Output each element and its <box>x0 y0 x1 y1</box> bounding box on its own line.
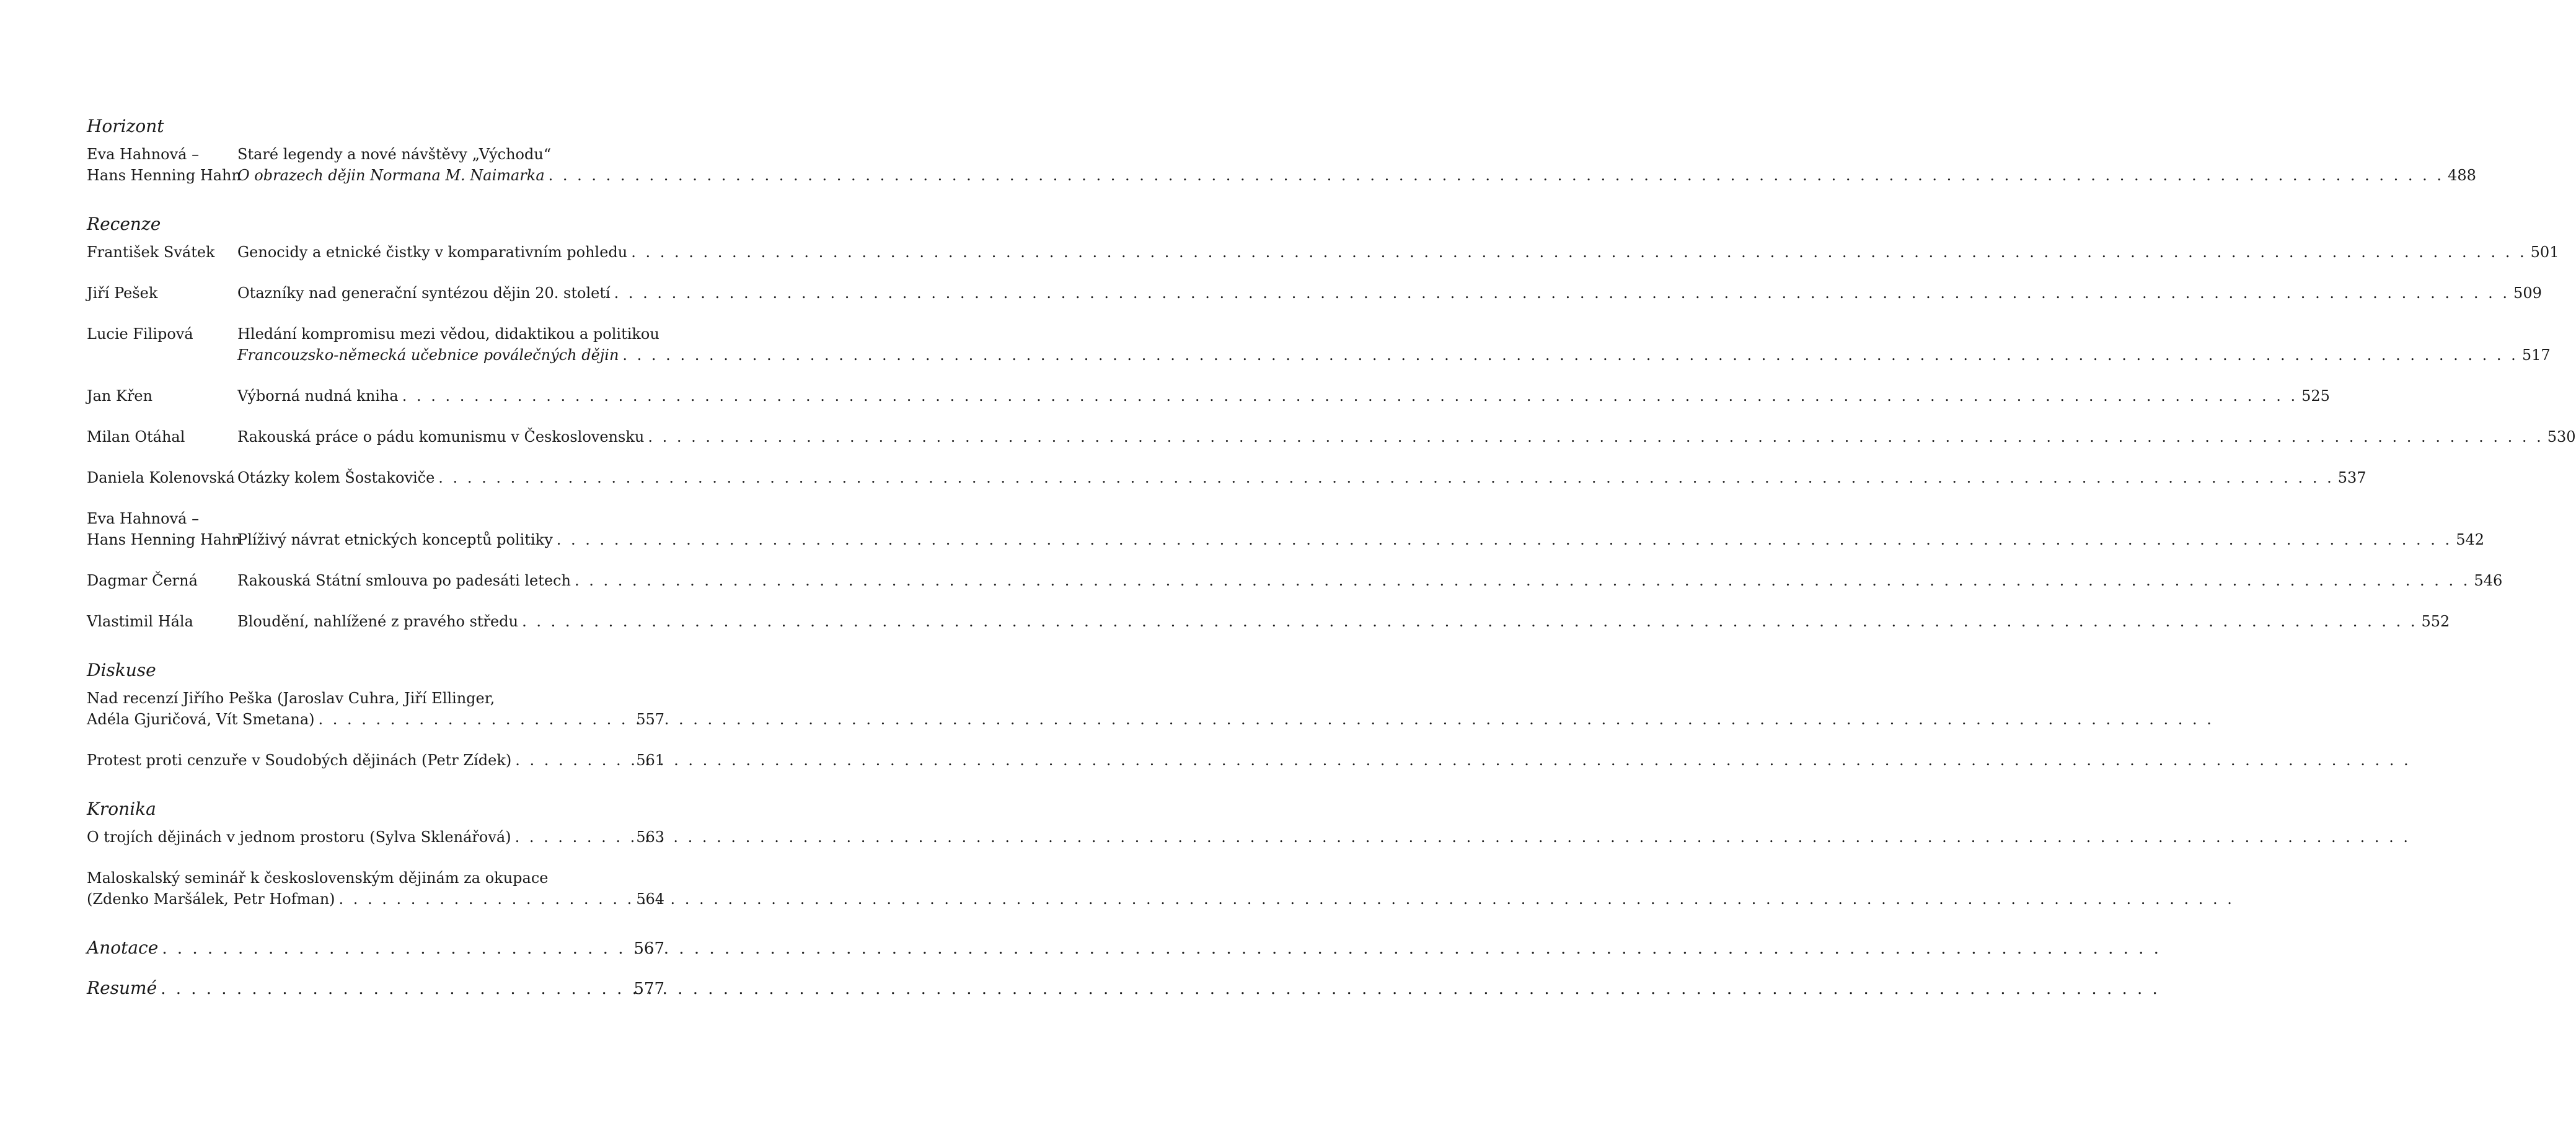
toc-entry[interactable]: Maloskalský seminář k československým dějinám za okupace (Zdenko Maršálek, Petr Hofman) . . . 564 <box>87 867 664 910</box>
page-number: 577 <box>633 980 664 998</box>
page-number: 567 <box>633 939 664 958</box>
toc-entry[interactable]: O trojích dějinách v jednom prostoru (Sylva Sklenářová) . . . 563 <box>87 827 664 848</box>
toc-entry[interactable] <box>87 570 2503 591</box>
toc-entry[interactable] <box>87 508 2484 550</box>
entry-title: Genocidy a etnické čistky v komparativním pohledu <box>237 244 628 261</box>
entry-authors: Eva Hahnová – Hans Henning Hahn <box>87 510 241 548</box>
entry-authors: Eva Hahnová – Hans Henning Hahn <box>87 146 241 184</box>
toc-entry[interactable] <box>87 611 2450 632</box>
section-kronika <box>87 798 664 910</box>
section-title: Resumé <box>87 978 157 998</box>
page-number: 542 <box>2456 531 2484 548</box>
page-number: 552 <box>2421 613 2450 630</box>
section-title: Diskuse <box>87 660 156 680</box>
section-title: Anotace <box>87 937 159 958</box>
section-title: Recenze <box>87 214 161 234</box>
entry-title: Staré legendy a nové návštěvy „Východu“ O obrazech dějin Normana M. Naimarka . . . 488 <box>237 144 2476 186</box>
section-title: Horizont <box>87 116 164 136</box>
entry-author: Jiří Pešek <box>87 284 158 302</box>
entry-author: Jan Křen <box>87 387 153 405</box>
toc-entry-resume[interactable] <box>87 977 664 1000</box>
section-diskuse <box>87 659 664 771</box>
toc-entry-anotace[interactable] <box>87 937 664 960</box>
toc-entry[interactable]: Protest proti cenzuře v Soudobých dějinách (Petr Zídek) . . . 561 <box>87 750 664 771</box>
toc-entry[interactable] <box>87 283 2542 304</box>
entry-title: Bloudění, nahlížené z pravého středu <box>237 613 519 630</box>
entry-author: Dagmar Černá <box>87 572 198 589</box>
toc-entry[interactable] <box>87 467 2366 488</box>
entry-title: Rakouská práce o pádu komunismu v Československu <box>237 428 645 445</box>
section-recenze <box>87 213 2576 632</box>
entry-title: Otazníky nad generační syntézou dějin 20. století <box>237 284 611 302</box>
entry-title: Hledání kompromisu mezi vědou, didaktikou a politikou Francouzsko-německá učebnice poválečných dějin . . . 517 <box>237 323 2551 366</box>
entry-author: Daniela Kolenovská <box>87 469 235 486</box>
page-number: 488 <box>2448 167 2476 184</box>
entry-author: Lucie Filipová <box>87 325 193 343</box>
page-number: 525 <box>2301 387 2330 405</box>
entry-title: Plíživý návrat etnických konceptů politiky <box>237 531 553 548</box>
entry-title: Rakouská Státní smlouva po padesáti letech <box>237 572 571 589</box>
entry-title: Otázky kolem Šostakoviče <box>237 469 435 486</box>
toc-entry[interactable] <box>87 242 2559 263</box>
section-horizont <box>87 115 2476 186</box>
leader-dots <box>549 165 2444 186</box>
entry-author: František Svátek <box>87 244 215 261</box>
toc-entry[interactable] <box>87 323 2551 366</box>
page-number: 530 <box>2547 428 2576 445</box>
toc-entry[interactable] <box>87 426 2576 447</box>
page-number: 537 <box>2337 469 2366 486</box>
toc-entry[interactable] <box>87 385 2330 406</box>
page-number: 501 <box>2530 244 2559 261</box>
page-number: 546 <box>2474 572 2503 589</box>
toc-entry[interactable]: Nad recenzí Jiřího Peška (Jaroslav Cuhra, Jiří Ellinger, Adéla Gjuričová, Vít Smetana) . . . 557 <box>87 688 664 730</box>
entry-title: Výborná nudná kniha <box>237 387 399 405</box>
entry-author: Milan Otáhal <box>87 428 185 445</box>
page-number: 509 <box>2513 284 2542 302</box>
page-number: 563 <box>636 828 664 846</box>
page-number: 517 <box>2521 346 2551 364</box>
entry-author: Vlastimil Hála <box>87 613 193 630</box>
section-title: Kronika <box>87 799 156 819</box>
page-number: 557 <box>636 711 664 728</box>
page-number: 561 <box>636 752 664 769</box>
page-number: 564 <box>636 890 664 908</box>
toc-entry[interactable] <box>87 144 2476 186</box>
